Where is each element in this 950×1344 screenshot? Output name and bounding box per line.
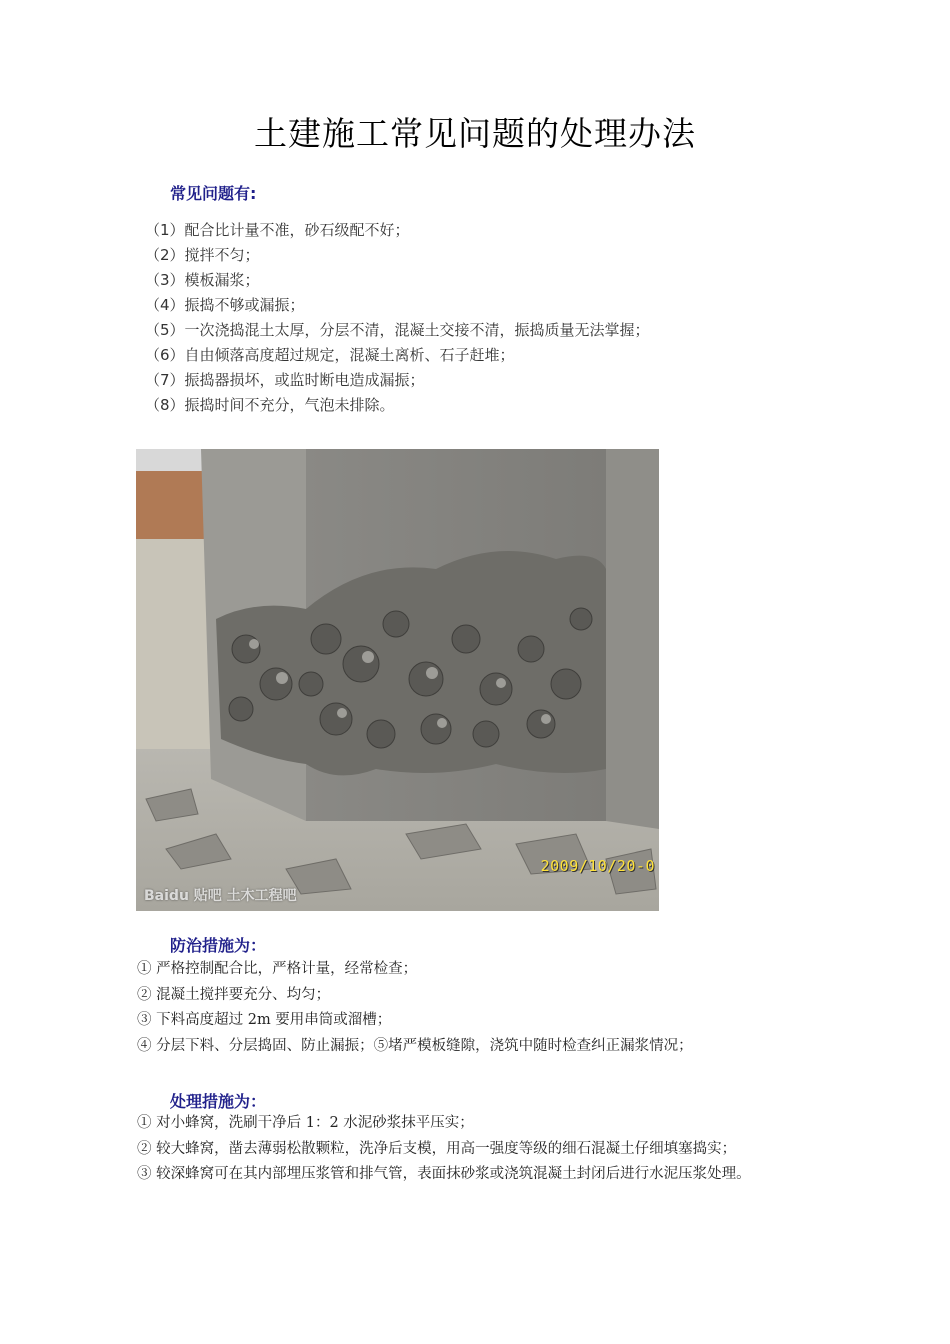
photo-watermark: Baidu 贴吧 土木工程吧 xyxy=(144,888,297,904)
list-item: （4）振捣不够或漏振； xyxy=(145,296,305,314)
page-title: 土建施工常见问题的处理办法 xyxy=(254,114,696,153)
list-item: ② 较大蜂窝，凿去薄弱松散颗粒，洗净后支模，用高一强度等级的细石混凝土仔细填塞捣实； xyxy=(137,1140,737,1157)
prevention-heading: 防治措施为： xyxy=(170,936,267,955)
list-item: （7）振捣器损坏，或监时断电造成漏振； xyxy=(145,371,425,389)
list-item: ② 混凝土搅拌要充分、均匀； xyxy=(137,986,331,1003)
list-item: ① 严格控制配合比，严格计量，经常检查； xyxy=(137,961,418,977)
prevention-list xyxy=(137,957,827,1059)
list-item: （1）配合比计量不准，砂石级配不好； xyxy=(145,221,410,239)
treatment-heading: 处理措施为： xyxy=(170,1092,267,1111)
treatment-list xyxy=(137,1111,827,1188)
photo-date-stamp: 2009/10/20-0 xyxy=(540,857,655,875)
list-item: （5）一次浇捣混土太厚，分层不清，混凝土交接不清，振捣质量无法掌握； xyxy=(145,321,650,339)
list-item: ① 对小蜂窝，洗刷干净后 1：2 水泥砂浆抹平压实； xyxy=(137,1115,474,1131)
list-item: （8）振捣时间不充分，气泡未排除。 xyxy=(145,396,395,414)
list-item: （6）自由倾落高度超过规定，混凝土离析、石子赶堆； xyxy=(145,346,515,364)
list-item: （2）搅拌不匀； xyxy=(145,246,260,264)
problems-list xyxy=(145,218,650,418)
list-item: ③ 较深蜂窝可在其内部埋压浆管和排气管，表面抹砂浆或浇筑混凝土封闭后进行水泥压浆处理。 xyxy=(137,1166,751,1182)
honeycomb-concrete-photo xyxy=(136,449,659,911)
list-item: ④ 分层下料、分层捣固、防止漏振；⑤堵严模板缝隙，浇筑中随时检查纠正漏浆情况； xyxy=(137,1037,693,1054)
list-item: （3）模板漏浆； xyxy=(145,271,260,289)
list-item: ③ 下料高度超过 2m 要用串筒或溜槽； xyxy=(137,1012,392,1028)
problems-heading: 常见问题有: xyxy=(170,184,257,203)
concrete-column-illustration xyxy=(136,449,659,911)
